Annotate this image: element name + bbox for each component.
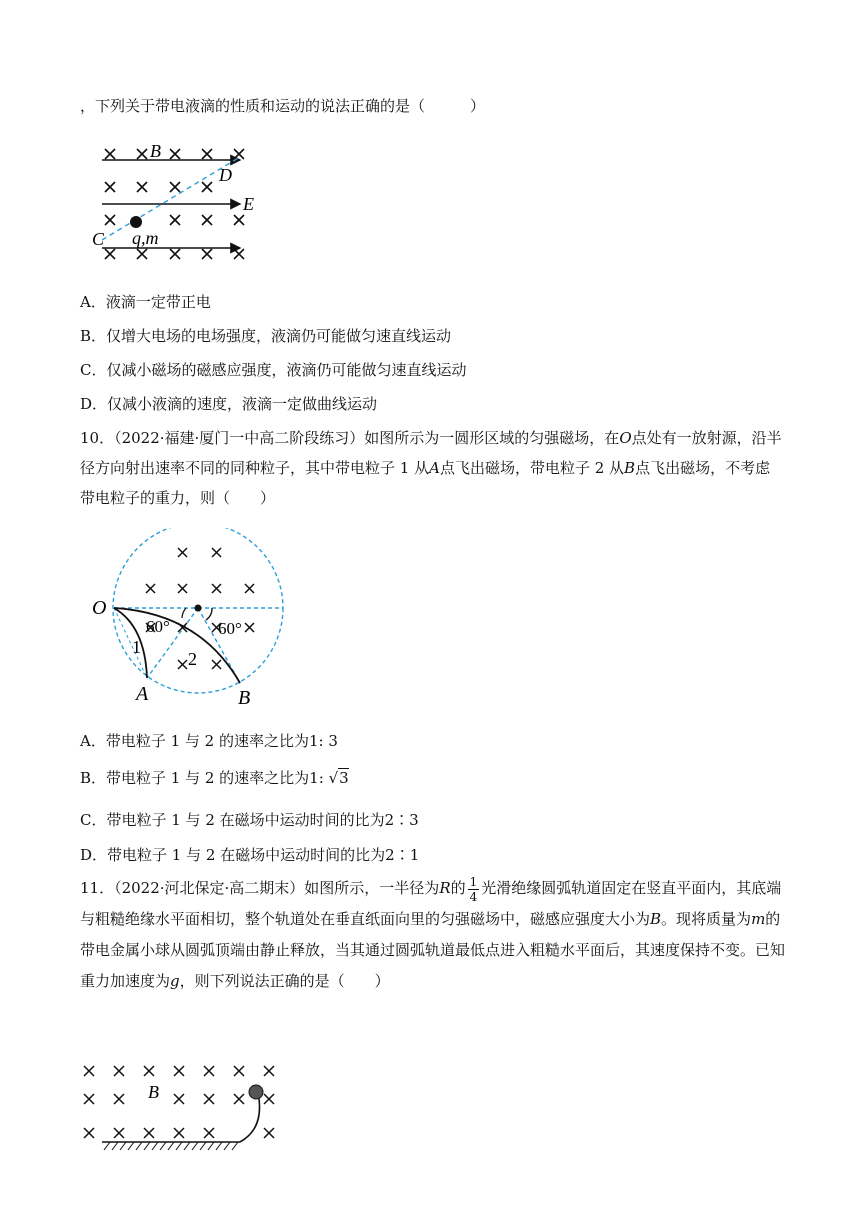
q10-option-b: B．带电粒子 1 与 2 的速率之比为1: √3 [80, 769, 349, 787]
metal-ball [249, 1085, 263, 1099]
fraction-quarter: $\frac{1}{4}$ [469, 874, 478, 904]
label-o: O [92, 597, 107, 619]
ground-hatching [104, 1142, 238, 1150]
label-angle-2: 60° [218, 619, 242, 638]
charged-droplet [130, 216, 142, 228]
q11-stem: 11．（2022·河北保定·高二期末）如图所示，一半径为R的 $\frac{1}{4}$ 光滑绝缘圆弧轨道固定在竖直平面内，其底端与粗糙绝缘水平面相切，整个轨道处在垂直纸面向里的匀强磁场中，磁感应强度大小为B。现将质量为m的带电金属小球从圆弧顶端由静止释放，当其通过圆弧轨道最低点进入粗糙水平面后，其速度保持不变。已知重力加速度为g，则下列说法正确的是（ ） [80, 874, 786, 990]
label-c: C [92, 229, 105, 249]
sqrt-expression: √3 [328, 769, 349, 787]
figure-q10-circular-field [90, 528, 290, 708]
q10-option-a: A．带电粒子 1 与 2 的速率之比为1: 3 [80, 732, 338, 750]
q9-option-d: D．仅减小液滴的速度，液滴一定做曲线运动 [80, 395, 378, 413]
q9-option-b: B．仅增大电场的电场强度，液滴仍可能做匀速直线运动 [80, 327, 452, 345]
label-2: 2 [188, 649, 197, 669]
figure-q9-field-diagram [92, 140, 282, 270]
figure-q11-arc-track [80, 1058, 280, 1158]
q10-stem: 10．（2022·福建·厦门一中高二阶段练习）如图所示为一圆形区域的匀强磁场，在O点处有一放射源，沿半径方向射出速率不同的同种粒子，其中带电粒子 1 从A点飞出磁场，带电粒子 2 从B点飞出磁场，不考虑带电粒子的重力，则（ ） [80, 429, 782, 507]
label-b: B [238, 687, 251, 708]
label-qm: q,m [132, 228, 159, 248]
label-e: E [243, 194, 254, 214]
center-dot [195, 605, 202, 612]
label-b: B [150, 141, 161, 161]
q10-option-c: C．带电粒子 1 与 2 在磁场中运动时间的比为2∶3 [80, 811, 419, 829]
label-a: A [136, 683, 149, 705]
q9-stem: ，下列关于带电液滴的性质和运动的说法正确的是（ ） [80, 97, 486, 115]
label-1: 1 [132, 637, 141, 657]
label-d: D [219, 165, 232, 185]
label-angle-1: 60° [146, 617, 170, 636]
label-b: B [148, 1082, 159, 1102]
arc-track [240, 1093, 260, 1142]
q9-option-a: A．液滴一定带正电 [80, 293, 211, 311]
cross-marks [84, 1066, 274, 1138]
q9-option-c: C．仅减小磁场的磁感应强度，液滴仍可能做匀速直线运动 [80, 361, 467, 379]
q10-option-d: D．带电粒子 1 与 2 在磁场中运动时间的比为2∶1 [80, 846, 420, 864]
